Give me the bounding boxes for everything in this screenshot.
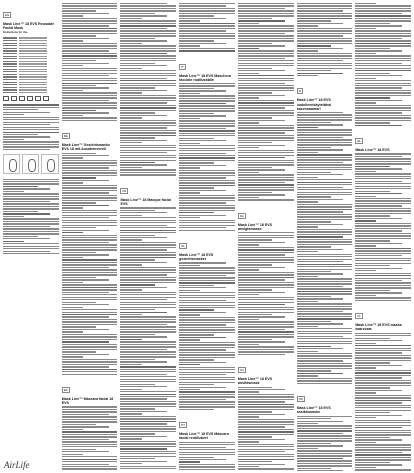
section-title: Mask Line™ Gesichtsmaske EVS 18 mit Ausatemventil: [61, 143, 111, 152]
language-section: [179, 3, 235, 52]
language-section: [297, 79, 353, 384]
table-row: [3, 58, 59, 59]
language-section: [238, 204, 294, 355]
table-row: [3, 79, 59, 80]
airlife-logo: AirLife: [4, 460, 30, 470]
section-title: Mask Line™ 18 EVS Máscara facial reutilizável: [179, 432, 229, 441]
language-code: PL: [357, 314, 361, 319]
section-title: Mask Line™ 18 EVS gezichtsmasker: [179, 252, 214, 262]
language-code: DE: [63, 134, 68, 139]
symbol-icon: [19, 96, 25, 101]
body-text: [355, 3, 411, 126]
body-text: [120, 3, 176, 176]
table-row: [3, 56, 59, 57]
section-subtitle: Instructions for Use: [3, 31, 28, 35]
language-code: EL: [357, 139, 361, 144]
language-section: [62, 378, 118, 471]
body-text: [62, 406, 118, 471]
table-row: [3, 87, 59, 88]
body-text: [355, 153, 411, 301]
body-text: [238, 387, 294, 472]
language-section: [238, 358, 294, 471]
language-section: [355, 3, 411, 126]
table-row: [3, 37, 59, 38]
body-text: [62, 153, 118, 375]
section-title: Mask Line™ 18 EVS ansigtsmaske: [237, 222, 273, 231]
body-text: [3, 104, 59, 254]
language-code: FI: [298, 89, 302, 94]
body-text: [62, 3, 118, 121]
body-text: [179, 262, 235, 410]
symbol-icon: [27, 96, 33, 101]
symbol-icon: [35, 96, 41, 101]
language-section: [120, 3, 176, 176]
body-text: [120, 207, 176, 471]
language-code: ES: [63, 387, 68, 392]
language-section: [179, 55, 235, 231]
language-code: EN: [5, 13, 10, 17]
language-section: [355, 129, 411, 301]
language-section: [355, 304, 411, 471]
symbol-icon: [43, 96, 49, 101]
section-title: Mask Line™ 18 EVS ansiktsmask: [237, 377, 273, 386]
parts-table: [3, 37, 59, 93]
table-row: [3, 48, 59, 49]
table-row: [3, 61, 59, 62]
section-title: Mask Line™ 18 EVS Reusable Facial Mask: [3, 22, 55, 31]
symbol-icon: [11, 96, 17, 101]
table-row: [3, 71, 59, 72]
assembly-figures: [3, 154, 59, 174]
text-column: [62, 3, 118, 471]
regulatory-symbols: [3, 96, 59, 101]
text-column: [3, 3, 59, 471]
language-code: IT: [181, 64, 184, 69]
text-column: [355, 3, 411, 471]
table-row: [3, 89, 59, 90]
body-text: [297, 112, 353, 384]
text-column: [120, 3, 176, 471]
section-title: Mask Line™ 18 EVS maska twarzowa: [355, 323, 402, 332]
body-text: [297, 3, 353, 76]
language-code: NO: [298, 397, 304, 402]
table-row: [3, 50, 59, 51]
language-section: [179, 234, 235, 410]
language-section: [179, 413, 235, 471]
language-code: FR: [122, 188, 127, 193]
table-row: [3, 66, 59, 67]
text-column: [238, 3, 294, 471]
language-section: [238, 3, 294, 201]
language-section: [62, 3, 118, 121]
table-row: [3, 76, 59, 77]
body-text: [238, 232, 294, 355]
body-text: [179, 442, 235, 471]
table-row: [3, 43, 59, 44]
table-row: [3, 40, 59, 41]
mask-illustration: [41, 154, 58, 174]
table-row: [3, 84, 59, 85]
section-title: Mask Line™ 18 EVS ansiktsmaske: [296, 406, 331, 415]
text-column: [179, 3, 235, 471]
body-text: [355, 333, 411, 471]
text-column: [297, 3, 353, 471]
table-row: [3, 92, 59, 93]
table-row: [3, 45, 59, 46]
language-section: [62, 124, 118, 375]
section-title: Mask Line™ 18 EVS: [355, 148, 390, 153]
table-row: [3, 82, 59, 83]
body-text: [179, 3, 235, 52]
language-section: [3, 3, 59, 254]
language-section: [120, 179, 176, 471]
mask-illustration: [22, 154, 39, 174]
language-code: SV: [239, 368, 244, 373]
table-row: [3, 74, 59, 75]
body-text: [179, 83, 235, 231]
language-section: [297, 387, 353, 471]
language-code: PT: [181, 423, 185, 428]
table-row: [3, 63, 59, 64]
body-text: [297, 416, 353, 471]
section-title: Mask Line™ 18 Masque facial EVS: [120, 197, 171, 206]
section-title: Mask Line™ 18 EVS uudelleenkäytettävä kasvonaamari: [296, 98, 331, 111]
section-title: Mask Line™ 18 EVS Maschera facciale riutilizzabile: [179, 73, 231, 82]
mask-illustration: [3, 154, 20, 174]
language-section: [297, 3, 353, 76]
body-text: [238, 3, 294, 201]
table-row: [3, 69, 59, 70]
language-code: DA: [239, 213, 245, 218]
symbol-icon: [3, 96, 9, 101]
section-title: Mask Line™ Máscara facial 18 EVS: [61, 396, 114, 406]
language-code: NL: [181, 243, 185, 248]
table-row: [3, 53, 59, 54]
